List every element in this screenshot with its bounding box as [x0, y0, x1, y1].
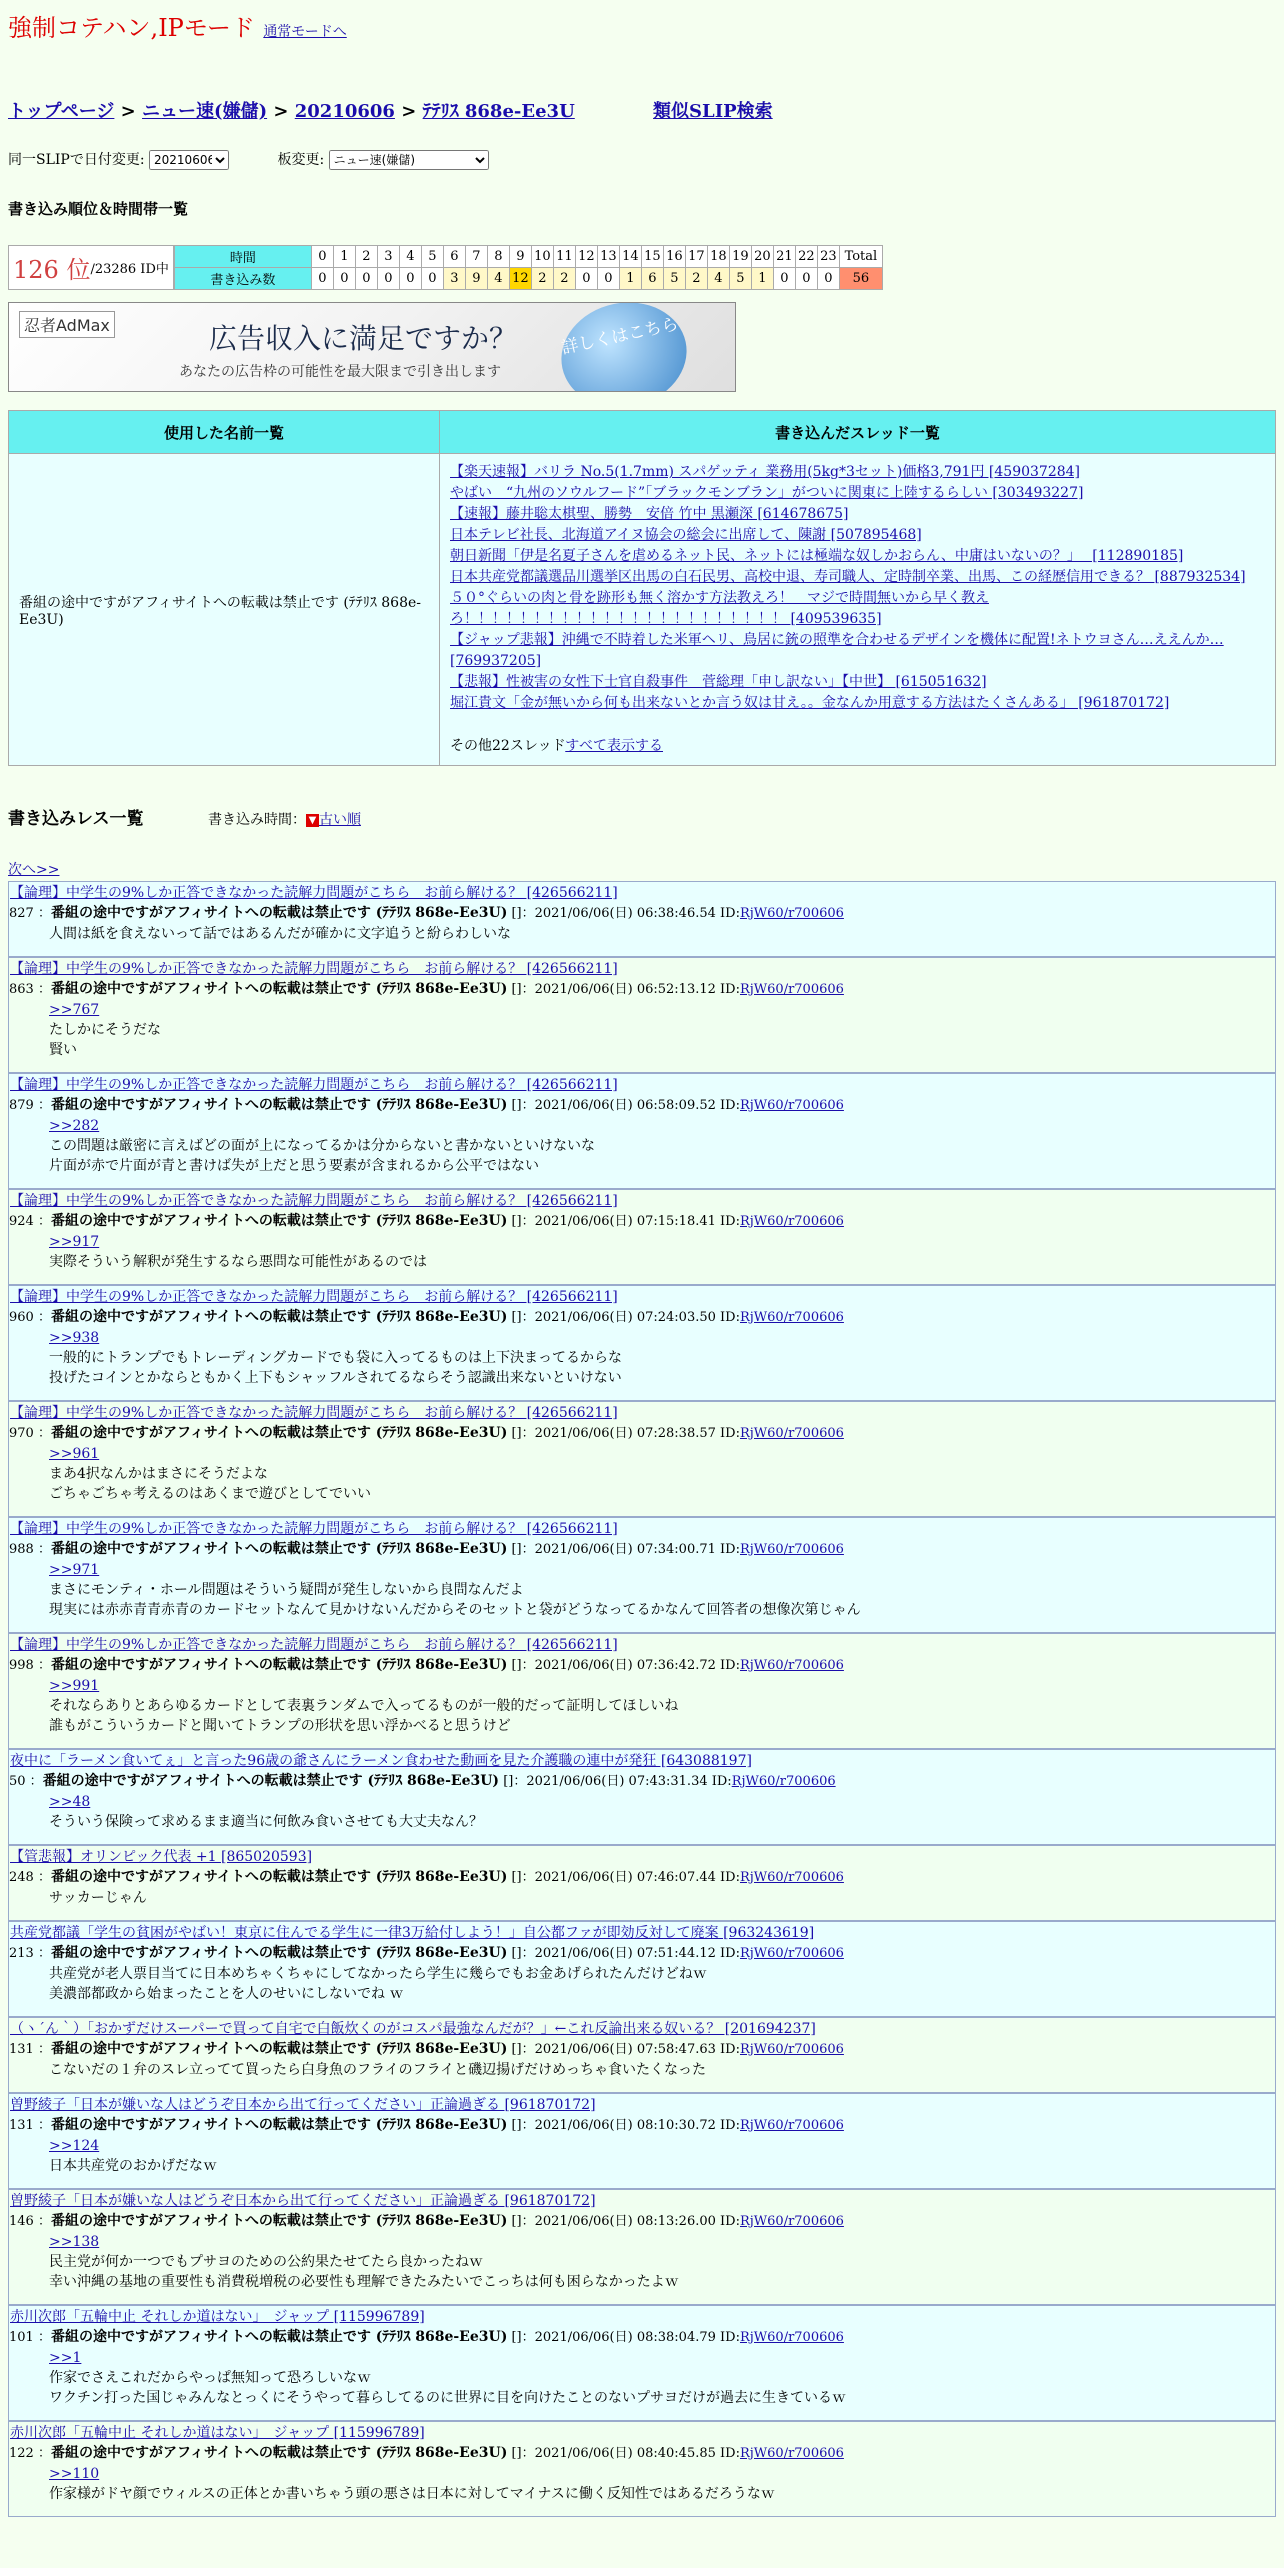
normal-mode-link[interactable]: 通常モードへ	[263, 24, 347, 40]
rank-value: 126 位	[13, 256, 91, 284]
count-cell: 0	[597, 268, 619, 290]
hour-cell: 7	[465, 246, 487, 268]
reply-anchor-link[interactable]: >>971	[49, 1562, 100, 1578]
date-select[interactable]	[149, 150, 229, 170]
post-body-line: ワクチン打った国じゃみんなとっくにそうやって暮らしてるのに世界に目を向けたことのないプサヨだけが過去に生きているｗ	[49, 2390, 847, 2406]
hour-cell: 11	[553, 246, 575, 268]
time-sort-label: 書き込み時間：	[207, 812, 306, 828]
count-cell: 6	[641, 268, 663, 290]
breadcrumb-top[interactable]: トップページ	[8, 101, 115, 122]
post-meta: 998 ：番組の途中ですがアフィサイトへの転載は禁止です (ﾃﾃﾘｽ 868e-Ee3U) []：2021/06/06(日) 07:36:42.72 ID:RjW60/r700606	[9, 1657, 844, 1673]
post-item	[8, 2017, 1276, 2093]
post-body-line: この問題は厳密に言えばどの面が上になってるかは分からないと書かないといけないな	[49, 1138, 595, 1154]
res-header	[8, 804, 1276, 829]
post-number: 924	[9, 1214, 34, 1229]
post-number: 131	[9, 2118, 34, 2133]
mode-title: 強制コテハン,IPモード	[8, 14, 255, 42]
post-thread-link[interactable]: 【論理】中学生の9%しか正答できなかった読解力問題がこちら お前ら解ける？ [426566211]	[10, 1405, 618, 1421]
board-select[interactable]	[329, 150, 489, 170]
hour-cell: Total	[839, 246, 882, 268]
count-cell: 0	[817, 268, 839, 290]
post-item	[8, 957, 1276, 1073]
post-thread-link[interactable]: 夜中に「ラーメン食いてぇ」と言った96歳の爺さんにラーメン食わせた動画を見た介護職の連中が発狂 [643088197]	[10, 1753, 752, 1769]
post-date: 2021/06/06(日) 07:34:00.71	[534, 1542, 716, 1557]
mode-bar	[8, 8, 1276, 43]
hour-cell: 12	[575, 246, 597, 268]
count-cell: 12	[509, 268, 531, 290]
post-body-line: まさにモンティ・ホール問題はそういう疑問が発生しないから良問なんだよ	[49, 1582, 524, 1598]
thread-link[interactable]: 【楽天速報】バリラ No.5(1.7mm) スパゲッティ 業務用(5kg*3セット)価格3,791円 [459037284]	[450, 464, 1081, 480]
ad-banner[interactable]	[8, 302, 736, 392]
post-thread-link[interactable]: 赤川次郎「五輪中止 それしか道はない」 ジャップ [115996789]	[10, 2425, 425, 2441]
post-item	[8, 2093, 1276, 2189]
thread-item	[450, 672, 1265, 693]
hour-cell: 23	[817, 246, 839, 268]
post-number: 122	[9, 2446, 34, 2461]
post-thread-link[interactable]: 共産党都議「学生の貧困がやばい！東京に住んでる学生に一律3万給付しよう！」自公都ファが即効反対して廃案 [963243619]	[10, 1925, 815, 1941]
hour-cell: 15	[641, 246, 663, 268]
post-id-link[interactable]: RjW60/r700606	[731, 1774, 836, 1789]
post-meta: 863 ：番組の途中ですがアフィサイトへの転載は禁止です (ﾃﾃﾘｽ 868e-Ee3U) []：2021/06/06(日) 06:52:13.12 ID:RjW60/r700606	[9, 981, 844, 997]
post-id-link[interactable]: RjW60/r700606	[739, 1214, 844, 1229]
post-body-line: こないだの１弁のスレ立ってて買ったら白身魚のフライのフライと磯辺揚げだけめっちゃ食いたくなった	[49, 2062, 707, 2078]
post-meta: 131 ：番組の途中ですがアフィサイトへの転載は禁止です (ﾃﾃﾘｽ 868e-Ee3U) []：2021/06/06(日) 08:10:30.72 ID:RjW60/r700606	[9, 2117, 844, 2133]
post-date: 2021/06/06(日) 07:36:42.72	[534, 1658, 716, 1673]
post-item	[8, 2421, 1276, 2517]
count-cell: 0	[377, 268, 399, 290]
count-row	[174, 268, 882, 290]
used-name: 番組の途中ですがアフィサイトへの転載は禁止です (ﾃﾃﾘｽ 868e-Ee3U)	[9, 454, 440, 766]
ad-logo: 忍者AdMax	[19, 311, 115, 338]
thread-item	[450, 588, 1265, 630]
rank-total: /23286 ID中	[90, 262, 169, 277]
post-body-line: 賢い	[49, 1042, 77, 1058]
post-meta: 131 ：番組の途中ですがアフィサイトへの転載は禁止です (ﾃﾃﾘｽ 868e-Ee3U) []：2021/06/06(日) 07:58:47.63 ID:RjW60/r700606	[9, 2041, 844, 2057]
post-item	[8, 1073, 1276, 1189]
post-body-line: 投げたコインとかならともかく上下もシャッフルされてるならそう認識出来ないといけない	[49, 1370, 622, 1386]
post-date: 2021/06/06(日) 06:52:13.12	[534, 982, 716, 997]
post-meta: 101 ：番組の途中ですがアフィサイトへの転載は禁止です (ﾃﾃﾘｽ 868e-Ee3U) []：2021/06/06(日) 08:38:04.79 ID:RjW60/r700606	[9, 2329, 844, 2345]
post-author: 番組の途中ですがアフィサイトへの転載は禁止です (ﾃﾃﾘｽ 868e-Ee3U)	[50, 1945, 508, 1961]
post-item	[8, 1921, 1276, 2017]
post-author: 番組の途中ですがアフィサイトへの転載は禁止です (ﾃﾃﾘｽ 868e-Ee3U)	[50, 2329, 508, 2345]
post-author: 番組の途中ですがアフィサイトへの転載は禁止です (ﾃﾃﾘｽ 868e-Ee3U)	[50, 2445, 508, 2461]
post-author: 番組の途中ですがアフィサイトへの転載は禁止です (ﾃﾃﾘｽ 868e-Ee3U)	[50, 1657, 508, 1673]
post-thread-link[interactable]: 【論理】中学生の9%しか正答できなかった読解力問題がこちら お前ら解ける？ [426566211]	[10, 1077, 618, 1093]
post-body-line: 作家様がドヤ顔でウィルスの正体とか書いちゃう頭の悪さは日本に対してマイナスに働く反知性ではあるだろうなｗ	[49, 2486, 775, 2502]
names-table	[8, 410, 1276, 766]
reply-anchor-link[interactable]: >>124	[49, 2138, 100, 2154]
post-date: 2021/06/06(日) 07:43:31.34	[526, 1774, 708, 1789]
post-item	[8, 1633, 1276, 1749]
count-cell: 1	[619, 268, 641, 290]
thread-link[interactable]: 日本テレビ社長、北海道アイヌ協会の総会に出席して、陳謝 [507895468]	[450, 527, 922, 543]
hour-cell: 8	[487, 246, 509, 268]
reply-anchor-link[interactable]: >>917	[49, 1234, 100, 1250]
hour-cell: 19	[729, 246, 751, 268]
hour-cell: 17	[685, 246, 707, 268]
post-date: 2021/06/06(日) 07:24:03.50	[534, 1310, 716, 1325]
post-number: 960	[9, 1310, 34, 1325]
post-thread-link[interactable]: 赤川次郎「五輪中止 それしか道はない」 ジャップ [115996789]	[10, 2309, 425, 2325]
breadcrumb-slip[interactable]: ﾃﾃﾘｽ 868e-Ee3U	[422, 101, 575, 122]
hour-cell: 22	[795, 246, 817, 268]
post-number: 213	[9, 1946, 34, 1961]
hour-cell: 0	[311, 246, 333, 268]
post-body-line: 民主党が何か一つでもプサヨのための公約果たせてたら良かったねｗ	[49, 2254, 483, 2270]
post-body-line: 片面が赤で片面が青と書けば失が上だと思う要素が含まれるから公平ではない	[49, 1158, 539, 1174]
post-meta: 248 ：番組の途中ですがアフィサイトへの転載は禁止です (ﾃﾃﾘｽ 868e-Ee3U) []：2021/06/06(日) 07:46:07.44 ID:RjW60/r700606	[9, 1869, 844, 1885]
thread-item	[450, 525, 1265, 546]
hour-cell: 13	[597, 246, 619, 268]
post-meta: 213 ：番組の途中ですがアフィサイトへの転載は禁止です (ﾃﾃﾘｽ 868e-Ee3U) []：2021/06/06(日) 07:51:44.12 ID:RjW60/r700606	[9, 1945, 844, 1961]
other-threads	[450, 736, 1265, 757]
post-author: 番組の途中ですがアフィサイトへの転載は禁止です (ﾃﾃﾘｽ 868e-Ee3U)	[50, 1097, 508, 1113]
breadcrumb-date[interactable]: 20210606	[294, 101, 395, 122]
post-thread-link[interactable]: 曽野綾子「日本が嫌いな人はどうぞ日本から出て行ってください」正論過ぎる [961870172]	[10, 2097, 596, 2113]
post-number: 863	[9, 982, 34, 997]
post-body-line: 美濃部都政から始まったことを人のせいにしないでね ｗ	[49, 1986, 404, 2002]
rank-box	[8, 245, 174, 290]
post-id-link[interactable]: RjW60/r700606	[739, 1310, 844, 1325]
post-item	[8, 1749, 1276, 1845]
post-number: 998	[9, 1658, 34, 1673]
post-body-line: そういう保険って求めるまま適当に何飲み食いさせても大丈夫なん？	[49, 1814, 483, 1830]
post-date: 2021/06/06(日) 07:15:18.41	[534, 1214, 716, 1229]
reply-anchor-link[interactable]: >>282	[49, 1118, 100, 1134]
other-threads-count: その他22スレッド	[450, 738, 566, 754]
post-author: 番組の途中ですがアフィサイトへの転載は禁止です (ﾃﾃﾘｽ 868e-Ee3U)	[50, 1541, 508, 1557]
post-date: 2021/06/06(日) 07:51:44.12	[534, 1946, 716, 1961]
post-id-link[interactable]: RjW60/r700606	[739, 2330, 844, 2345]
controls	[8, 149, 1276, 170]
post-body-line: サッカーじゃん	[49, 1890, 147, 1906]
thread-list	[440, 454, 1276, 766]
post-body-line: 人間は紙を食えないって話ではあるんだが確かに文字追うと紛らわしいな	[49, 926, 511, 942]
post-number: 248	[9, 1870, 34, 1885]
count-cell: 4	[487, 268, 509, 290]
post-date: 2021/06/06(日) 08:13:26.00	[534, 2214, 716, 2229]
post-thread-link[interactable]: 【論理】中学生の9%しか正答できなかった読解力問題がこちら お前ら解ける？ [426566211]	[10, 1289, 618, 1305]
post-id-link[interactable]: RjW60/r700606	[739, 1870, 844, 1885]
thread-item	[450, 546, 1265, 567]
count-cell: 0	[355, 268, 377, 290]
post-list	[8, 881, 1276, 2517]
post-body-line: 現実には赤赤青青赤青のカードセットなんて見かけないんだからそのセットと袋がどうなってるかなんて回答者の想像次第じゃん	[49, 1602, 861, 1618]
count-cell: 5	[663, 268, 685, 290]
count-cell: 2	[531, 268, 553, 290]
thread-link[interactable]: やばい “九州のソウルフード”「ブラックモンブラン」がついに関東に上陸するらしい [303493227]	[450, 485, 1084, 501]
thread-link[interactable]: 朝日新聞「伊是名夏子さんを虐めるネット民、ネットには極端な奴しかおらん、中庸はいないの？」 [112890185]	[450, 548, 1184, 564]
post-meta: 50 ：番組の途中ですがアフィサイトへの転載は禁止です (ﾃﾃﾘｽ 868e-Ee3U) []：2021/06/06(日) 07:43:31.34 ID:RjW60/r700606	[9, 1773, 836, 1789]
thread-link[interactable]: 堀江貴文「金が無いから何も出来ないとか言う奴は甘え。。金なんか用意する方法はたくさんある」 [961870172]	[450, 695, 1170, 711]
post-number: 101	[9, 2330, 34, 2345]
count-cell: 4	[707, 268, 729, 290]
post-meta: 146 ：番組の途中ですがアフィサイトへの転載は禁止です (ﾃﾃﾘｽ 868e-Ee3U) []：2021/06/06(日) 08:13:26.00 ID:RjW60/r700606	[9, 2213, 844, 2229]
thread-link[interactable]: ５０°ぐらいの肉と骨を跡形も無く溶かす方法教えろ！ マジで時間無いから早く教えろ！！！！！！！！！！！！！！！！！！！！！！！ [409539635]	[450, 590, 989, 627]
rank-area	[8, 245, 1276, 290]
show-all-link[interactable]: すべて表示する	[565, 738, 663, 754]
post-number: 50	[9, 1774, 26, 1789]
post-date: 2021/06/06(日) 06:58:09.52	[534, 1098, 716, 1113]
post-number: 879	[9, 1098, 34, 1113]
hour-cell: 16	[663, 246, 685, 268]
count-cell: 0	[795, 268, 817, 290]
reply-anchor-link[interactable]: >>138	[49, 2234, 100, 2250]
post-meta: 988 ：番組の途中ですがアフィサイトへの転載は禁止です (ﾃﾃﾘｽ 868e-Ee3U) []：2021/06/06(日) 07:34:00.71 ID:RjW60/r700606	[9, 1541, 844, 1557]
post-id-link[interactable]: RjW60/r700606	[739, 2446, 844, 2461]
hour-cell: 14	[619, 246, 641, 268]
post-id-link[interactable]: RjW60/r700606	[739, 1098, 844, 1113]
post-number: 131	[9, 2042, 34, 2057]
post-id-link[interactable]: RjW60/r700606	[739, 1946, 844, 1961]
count-cell: 0	[421, 268, 443, 290]
hour-cell: 10	[531, 246, 553, 268]
hour-row	[174, 246, 882, 268]
same-slip-label: 同一SLIPで日付変更:	[8, 152, 145, 168]
post-item	[8, 1401, 1276, 1517]
post-author: 番組の途中ですがアフィサイトへの転載は禁止です (ﾃﾃﾘｽ 868e-Ee3U)	[50, 981, 508, 997]
hour-cell: 18	[707, 246, 729, 268]
post-date: 2021/06/06(日) 07:46:07.44	[534, 1870, 716, 1885]
post-body-line: 誰もがこういうカードと聞いてトランプの形状を思い浮かべると思うけど	[49, 1718, 511, 1734]
next-link-wrap	[8, 859, 1276, 879]
count-cell: 9	[465, 268, 487, 290]
post-id-link[interactable]: RjW60/r700606	[739, 1542, 844, 1557]
hourly-table	[174, 245, 883, 290]
post-author: 番組の途中ですがアフィサイトへの転載は禁止です (ﾃﾃﾘｽ 868e-Ee3U)	[50, 2213, 508, 2229]
post-body-line: 作家でさえこれだからやっぱ無知って恐ろしいなｗ	[49, 2370, 371, 2386]
post-id-link[interactable]: RjW60/r700606	[739, 2118, 844, 2133]
post-body-line: たしかにそうだな	[49, 1022, 161, 1038]
board-label: 板変更:	[277, 152, 325, 168]
post-item	[8, 881, 1276, 957]
post-body-line: 実際そういう解釈が発生するなら悪問な可能性があるのでは	[49, 1254, 427, 1270]
count-cell: 0	[399, 268, 421, 290]
post-date: 2021/06/06(日) 07:28:38.57	[534, 1426, 716, 1441]
name-header: 使用した名前一覧	[9, 411, 440, 454]
post-id-link[interactable]: RjW60/r700606	[739, 2214, 844, 2229]
post-thread-link[interactable]: 【論理】中学生の9%しか正答できなかった読解力問題がこちら お前ら解ける？ [426566211]	[10, 885, 618, 901]
breadcrumb-board[interactable]: ニュー速(嫌儲)	[142, 101, 268, 122]
ad-catch: 広告収入に満足ですか？	[209, 322, 518, 355]
count-cell: 2	[685, 268, 707, 290]
thread-item	[450, 483, 1265, 504]
count-cell: 3	[443, 268, 465, 290]
post-body-line: まあ4択なんかはまさにそうだよな	[49, 1466, 268, 1482]
next-page-link[interactable]: 次へ>>	[8, 862, 60, 878]
reply-anchor-link[interactable]: >>48	[49, 1794, 91, 1810]
time-label: 時間	[174, 246, 311, 268]
count-cell: 1	[751, 268, 773, 290]
post-body-line: 一般的にトランプでもトレーディングカードでも袋に入ってるものは上下決まってるからな	[49, 1350, 623, 1366]
post-meta: 924 ：番組の途中ですがアフィサイトへの転載は禁止です (ﾃﾃﾘｽ 868e-Ee3U) []：2021/06/06(日) 07:15:18.41 ID:RjW60/r700606	[9, 1213, 844, 1229]
count-cell: 0	[575, 268, 597, 290]
post-thread-link[interactable]: 曽野綾子「日本が嫌いな人はどうぞ日本から出て行ってください」正論過ぎる [961870172]	[10, 2193, 596, 2209]
post-date: 2021/06/06(日) 08:38:04.79	[534, 2330, 716, 2345]
count-cell: 5	[729, 268, 751, 290]
reply-anchor-link[interactable]: >>1	[49, 2350, 82, 2366]
post-id-link[interactable]: RjW60/r700606	[739, 982, 844, 997]
post-thread-link[interactable]: （ヽ´ん｀）「おかずだけスーパーで買って自宅で白飯炊くのがコスパ最強なんだが？」←これ反論出来る奴いる？ [201694237]	[10, 2021, 816, 2037]
count-cell: 0	[773, 268, 795, 290]
post-author: 番組の途中ですがアフィサイトへの転載は禁止です (ﾃﾃﾘｽ 868e-Ee3U)	[50, 2041, 508, 2057]
post-item	[8, 1845, 1276, 1921]
post-author: 番組の途中ですがアフィサイトへの転載は禁止です (ﾃﾃﾘｽ 868e-Ee3U)	[50, 1309, 508, 1325]
breadcrumb	[8, 97, 1276, 123]
post-item	[8, 1285, 1276, 1401]
post-meta: 122 ：番組の途中ですがアフィサイトへの転載は禁止です (ﾃﾃﾘｽ 868e-Ee3U) []：2021/06/06(日) 08:40:45.85 ID:RjW60/r700606	[9, 2445, 844, 2461]
count-label: 書き込み数	[174, 268, 311, 290]
thread-item	[450, 693, 1265, 714]
thread-link[interactable]: 【ジャップ悲報】沖縄で不時着した米軍ヘリ、鳥居に銃の照準を合わせるデザインを機体に配置!ネトウヨさん…ええんか… [769937205]	[450, 632, 1224, 669]
post-author: 番組の途中ですがアフィサイトへの転載は禁止です (ﾃﾃﾘｽ 868e-Ee3U)	[50, 1213, 508, 1229]
thread-item	[450, 630, 1265, 672]
ad-sub: あなたの広告枠の可能性を最大限まで引き出します	[179, 364, 501, 380]
post-item	[8, 1517, 1276, 1633]
breadcrumb-sep: >	[401, 101, 417, 122]
post-body-line: ごちゃごちゃ考えるのはあくまで遊びとしてでいい	[49, 1486, 371, 1502]
post-id-link[interactable]: RjW60/r700606	[739, 1426, 844, 1441]
thread-item	[450, 462, 1265, 483]
post-body-line: 共産党が老人票目当てに日本めちゃくちゃにしてなかったら学生に幾らでもお金あげられたんだけどねｗ	[49, 1966, 707, 1982]
post-date: 2021/06/06(日) 08:40:45.85	[534, 2446, 716, 2461]
reply-anchor-link[interactable]: >>961	[49, 1446, 100, 1462]
post-body-line: 幸い沖縄の基地の重要性も消費税増税の必要性も理解できたみたいでこっちは何も困らなかったよｗ	[49, 2274, 679, 2290]
post-thread-link[interactable]: 【論理】中学生の9%しか正答できなかった読解力問題がこちら お前ら解ける？ [426566211]	[10, 961, 618, 977]
thread-header: 書き込んだスレッド一覧	[440, 411, 1276, 454]
res-heading: 書き込みレス一覧	[8, 809, 144, 829]
thread-link[interactable]: 【悲報】性被害の女性下士官自殺事件 菅総理「申し訳ない」【中世】 [615051632]	[450, 674, 987, 690]
post-author: 番組の途中ですがアフィサイトへの転載は禁止です (ﾃﾃﾘｽ 868e-Ee3U)	[50, 2117, 508, 2133]
sort-oldest-link[interactable]: 古い順	[318, 812, 361, 828]
ad-details-button[interactable]: 詳しくはこちら	[552, 302, 697, 392]
post-number: 970	[9, 1426, 34, 1441]
reply-anchor-link[interactable]: >>938	[49, 1330, 100, 1346]
hour-cell: 1	[333, 246, 355, 268]
post-meta: 970 ：番組の途中ですがアフィサイトへの転載は禁止です (ﾃﾃﾘｽ 868e-Ee3U) []：2021/06/06(日) 07:28:38.57 ID:RjW60/r700606	[9, 1425, 844, 1441]
post-number: 146	[9, 2214, 34, 2229]
post-id-link[interactable]: RjW60/r700606	[739, 906, 844, 921]
hour-cell: 6	[443, 246, 465, 268]
post-item	[8, 2189, 1276, 2305]
thread-link[interactable]: 【速報】藤井聡太棋聖、勝勢 安倍 竹中 黒瀬深 [614678675]	[450, 506, 849, 522]
post-body-line: それならありとあらゆるカードとして表裏ランダムで入ってるものが一般的だって証明してほしいね	[49, 1698, 679, 1714]
post-date: 2021/06/06(日) 06:38:46.54	[534, 906, 716, 921]
thread-links	[450, 462, 1265, 714]
hour-cell: 4	[399, 246, 421, 268]
post-meta: 879 ：番組の途中ですがアフィサイトへの転載は禁止です (ﾃﾃﾘｽ 868e-Ee3U) []：2021/06/06(日) 06:58:09.52 ID:RjW60/r700606	[9, 1097, 844, 1113]
count-cell: 2	[553, 268, 575, 290]
breadcrumb-sep: >	[120, 101, 136, 122]
hour-cell: 3	[377, 246, 399, 268]
post-author: 番組の途中ですがアフィサイトへの転載は禁止です (ﾃﾃﾘｽ 868e-Ee3U)	[50, 1425, 508, 1441]
post-item	[8, 2305, 1276, 2421]
breadcrumb-sep: >	[273, 101, 289, 122]
hour-cell: 5	[421, 246, 443, 268]
rank-heading: 書き込み順位＆時間帯一覧	[8, 200, 189, 218]
post-author: 番組の途中ですがアフィサイトへの転載は禁止です (ﾃﾃﾘｽ 868e-Ee3U)	[50, 905, 508, 921]
post-thread-link[interactable]: 【管悲報】オリンピック代表 +1 [865020593]	[10, 1849, 313, 1865]
similar-slip-search-link[interactable]: 類似SLIP検索	[653, 101, 773, 122]
thread-item	[450, 567, 1265, 588]
thread-item	[450, 504, 1265, 525]
post-number: 827	[9, 906, 34, 921]
count-cell: 0	[311, 268, 333, 290]
post-meta: 827 ：番組の途中ですがアフィサイトへの転載は禁止です (ﾃﾃﾘｽ 868e-Ee3U) []：2021/06/06(日) 06:38:46.54 ID:RjW60/r700606	[9, 905, 844, 921]
post-author: 番組の途中ですがアフィサイトへの転載は禁止です (ﾃﾃﾘｽ 868e-Ee3U)	[42, 1773, 500, 1789]
post-number: 988	[9, 1542, 34, 1557]
reply-anchor-link[interactable]: >>991	[49, 1678, 100, 1694]
sort-down-icon: ▼	[306, 814, 319, 827]
hour-cell: 21	[773, 246, 795, 268]
post-item	[8, 1189, 1276, 1285]
post-thread-link[interactable]: 【論理】中学生の9%しか正答できなかった読解力問題がこちら お前ら解ける？ [426566211]	[10, 1193, 618, 1209]
reply-anchor-link[interactable]: >>110	[49, 2466, 100, 2482]
post-date: 2021/06/06(日) 07:58:47.63	[534, 2042, 716, 2057]
reply-anchor-link[interactable]: >>767	[49, 1002, 100, 1018]
post-meta: 960 ：番組の途中ですがアフィサイトへの転載は禁止です (ﾃﾃﾘｽ 868e-Ee3U) []：2021/06/06(日) 07:24:03.50 ID:RjW60/r700606	[9, 1309, 844, 1325]
post-date: 2021/06/06(日) 08:10:30.72	[534, 2118, 716, 2133]
thread-link[interactable]: 日本共産党都議選品川選挙区出馬の白石民男、高校中退、寿司職人、定時制卒業、出馬、この経歴信用できる？ [887932534]	[450, 569, 1246, 585]
post-id-link[interactable]: RjW60/r700606	[739, 1658, 844, 1673]
post-author: 番組の途中ですがアフィサイトへの転載は禁止です (ﾃﾃﾘｽ 868e-Ee3U)	[50, 1869, 508, 1885]
post-id-link[interactable]: RjW60/r700606	[739, 2042, 844, 2057]
hour-cell: 20	[751, 246, 773, 268]
count-cell: 56	[839, 268, 882, 290]
hour-cell: 2	[355, 246, 377, 268]
post-thread-link[interactable]: 【論理】中学生の9%しか正答できなかった読解力問題がこちら お前ら解ける？ [426566211]	[10, 1521, 618, 1537]
post-body-line: 日本共産党のおかげだなｗ	[49, 2158, 217, 2174]
hour-cell: 9	[509, 246, 531, 268]
post-thread-link[interactable]: 【論理】中学生の9%しか正答できなかった読解力問題がこちら お前ら解ける？ [426566211]	[10, 1637, 618, 1653]
count-cell: 0	[333, 268, 355, 290]
